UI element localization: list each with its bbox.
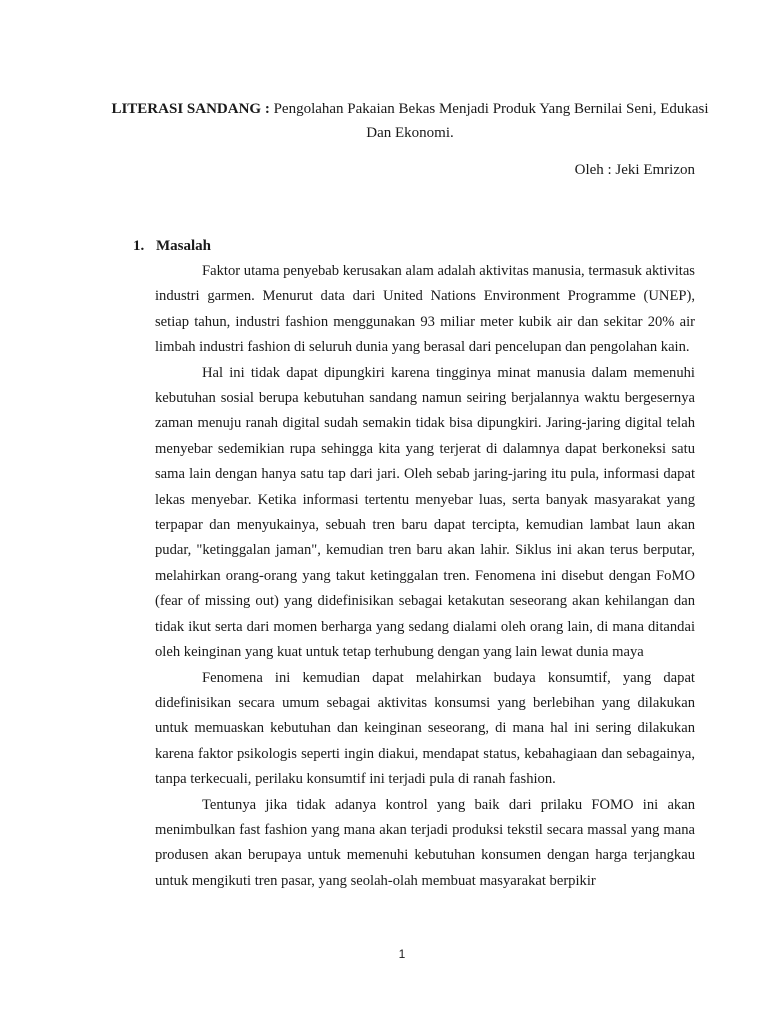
paragraph: Tentunya jika tidak adanya kontrol yang baik dari prilaku FOMO ini akan menimbulkan fast fashion yang mana akan terjadi produksi tekstil secara massal yang mana produsen akan berupaya untuk memenuhi kebutuhan konsumen dengan harga terjangkau untuk mengikuti tren pasar, yang seolah-olah membuat masyarakat berpikir	[155, 796, 695, 889]
title-bold: LITERASI SANDANG :	[111, 101, 270, 117]
title-text: Pengolahan Pakaian Bekas Menjadi Produk Yang Bernilai Seni, Edukasi Dan Ekonomi.	[269, 101, 709, 141]
section-heading	[133, 236, 211, 256]
paragraph: Faktor utama penyebab kerusakan alam adalah aktivitas manusia, termasuk aktivitas industri garmen. Menurut data dari United Nations Environment Programme (UNEP), setiap tahun, industri fashion menggunakan 93 miliar meter kubik air dan sekitar 20% air limbah industri fashion di seluruh dunia yang berasal dari pencelupan dan pengolahan kain.	[155, 263, 695, 356]
paragraph: Hal ini tidak dapat dipungkiri karena tingginya minat manusia dalam memenuhi kebutuhan sosial berupa kebutuhan sandang namun seiring berjalannya waktu bergesernya zaman menuju ranah digital sudah semakin tidak bisa dipungkiri. Jaring-jaring digital telah menyebar sedemikian rupa sehingga kita yang terjerat di dalamnya dapat berkoneksi satu sama lain dengan hanya satu tap dari jari. Oleh sebab jaring-jaring itu pula, informasi dapat lekas menyebar. Ketika informasi tertentu menyebar luas, serta banyak masyarakat yang terpapar dan menyukainya, sebuah tren baru dapat tercipta, kemudian lambat laun akan pudar, "ketinggalan jaman", kemudian tren baru akan lahir. Siklus ini akan terus berputar, melahirkan orang-orang yang takut ketinggalan tren. Fenomena ini disebut dengan FoMO (fear of missing out) yang didefinisikan sebagai ketakutan seseorang akan kehilangan dan tidak ikut serta dari momen berharga yang sedang dialami oleh orang lain, di mana ditandai oleh keinginan yang kuat untuk tetap terhubung dengan yang lain lewat dunia maya	[155, 364, 695, 661]
page-number: 1	[398, 947, 406, 961]
section-body	[155, 259, 695, 894]
paragraph: Fenomena ini kemudian dapat melahirkan budaya konsumtif, yang dapat didefinisikan secara umum sebagai aktivitas konsumsi yang berlebihan yang dilakukan untuk memuaskan kebutuhan dan keinginan seseorang, di mana hal ini sering dilakukan karena faktor psikologis seperti ingin diakui, mendapat status, kebahagiaan dan sebagainya, tanpa terkecuali, perilaku konsumtif ini terjadi pula di ranah fashion.	[155, 669, 695, 788]
section-title: Masalah	[156, 238, 212, 254]
section-number: 1.	[133, 238, 145, 254]
document-title	[110, 97, 710, 145]
author-line: Oleh : Jeki Emrizon	[574, 162, 695, 178]
